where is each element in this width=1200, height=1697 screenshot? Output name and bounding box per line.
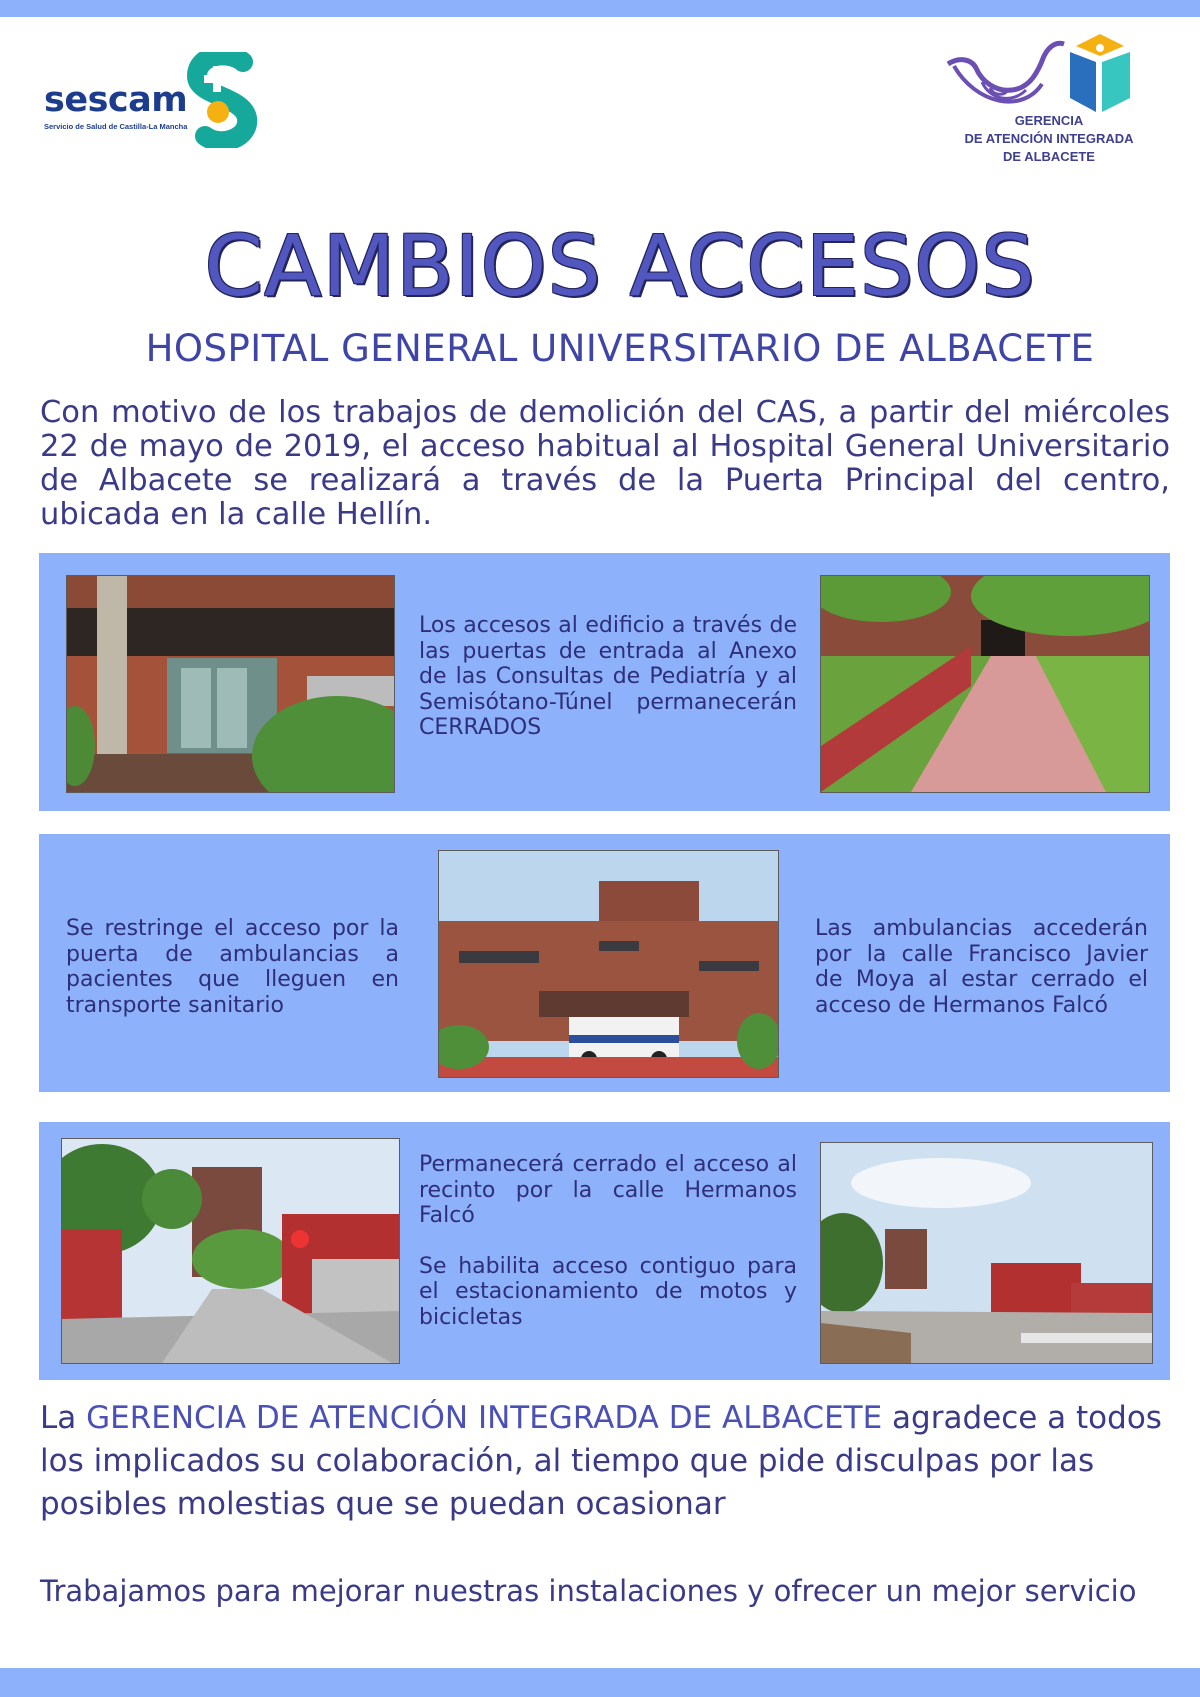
panel-2-right-paragraph: Las ambulancias accederán por la calle Francisco Javier de Moya al estar cerrado el acceso de Hermanos Falcó [815, 916, 1148, 1018]
intro-paragraph: Con motivo de los trabajos de demolición del CAS, a partir del miércoles 22 de mayo de 2019, el acceso habitual al Hospital General Universitario de Albacete se realizará a través de la Puerta Principal del centro, ubicada en la calle Hellín. [40, 395, 1170, 532]
sescam-s-cross-icon [187, 52, 261, 148]
street-gate-photo [61, 1138, 400, 1364]
gerencia-emblem-icon [946, 34, 1156, 124]
ambulance-building-photo [438, 850, 779, 1078]
bottom-color-band [0, 1668, 1200, 1697]
closing-before: La [40, 1400, 87, 1436]
panel-3-paragraph-1: Permanecerá cerrado el acceso al recinto por la calle Hermanos Falcó [419, 1152, 797, 1228]
panel-3-paragraph-2: Se habilita acceso contiguo para el estacionamiento de motos y bicicletas [419, 1253, 797, 1330]
panel-3-text [419, 1152, 797, 1330]
gerencia-line-1: GERENCIA [1014, 113, 1084, 128]
entrance-photo [66, 575, 395, 793]
panel-1-text [419, 613, 797, 741]
gerencia-line-3: DE ALBACETE [1003, 149, 1095, 164]
page-subtitle: HOSPITAL GENERAL UNIVERSITARIO DE ALBACETE [145, 327, 1095, 370]
gerencia-logo [938, 30, 1160, 172]
closing-after: agradece a todos los implicados su colaboración, al tiempo que pide disculpas por las posibles molestias que se puedan ocasionar [40, 1400, 1162, 1522]
closing-paragraph [40, 1397, 1172, 1526]
sescam-wordmark: sescam [44, 80, 188, 120]
motorcycle-parking-photo [820, 1142, 1153, 1364]
panel-1-paragraph: Los accesos al edificio a través de las puertas de entrada al Anexo de las Consultas de Pediatría y al Semisótano-Túnel permanecerán CERRADOS [419, 613, 797, 740]
sescam-tagline: Servicio de Salud de Castilla-La Mancha [44, 122, 188, 131]
gerencia-logo-text [938, 112, 1160, 166]
page-title: CAMBIOS ACCESOS [204, 217, 1036, 315]
ramp-photo [820, 575, 1150, 793]
info-panel-3 [39, 1122, 1170, 1380]
sescam-logo [44, 52, 264, 152]
closing-organization: GERENCIA DE ATENCIÓN INTEGRADA DE ALBACETE [86, 1400, 883, 1436]
info-panel-2 [39, 834, 1170, 1092]
panel-2-left-paragraph: Se restringe el acceso por la puerta de ambulancias a pacientes que lleguen en transporte sanitario [66, 916, 399, 1018]
panel-2-right-text [815, 916, 1148, 1018]
motto: Trabajamos para mejorar nuestras instalaciones y ofrecer un mejor servicio [40, 1574, 1137, 1608]
top-color-band [0, 0, 1200, 17]
panel-2-left-text [66, 916, 399, 1018]
info-panel-1 [39, 553, 1170, 811]
gerencia-line-2: DE ATENCIÓN INTEGRADA [964, 131, 1134, 146]
